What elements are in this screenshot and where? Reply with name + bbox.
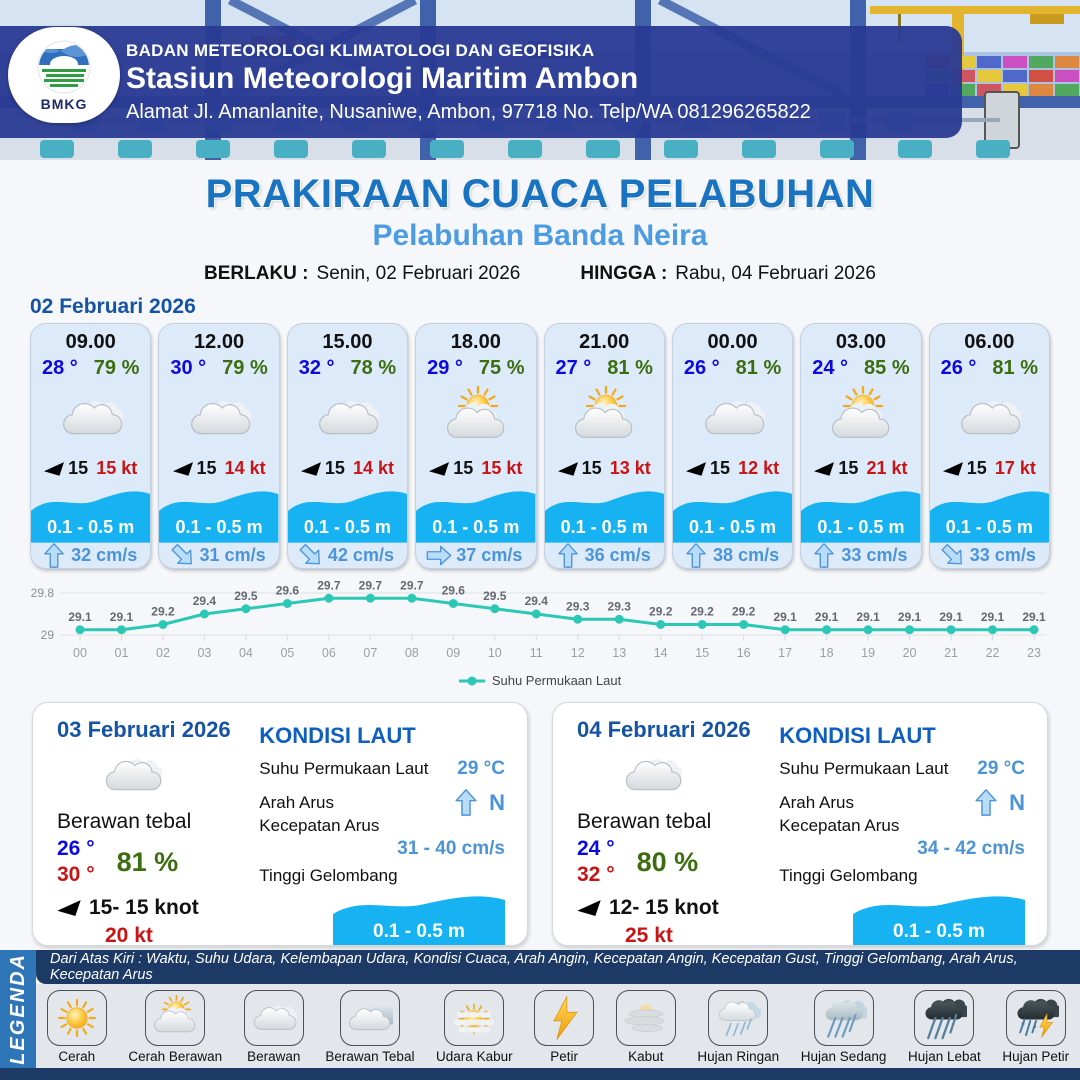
wind-row xyxy=(159,456,278,482)
current-direction-icon xyxy=(455,789,477,816)
gust-speed: 21 kt xyxy=(866,457,908,478)
svg-text:13: 13 xyxy=(612,646,627,660)
day-weather-icon xyxy=(57,745,207,810)
sst-chart-section xyxy=(30,577,1050,688)
wave-height-band xyxy=(545,485,664,543)
wind-direction-icon xyxy=(301,461,321,476)
svg-text:29.7: 29.7 xyxy=(400,578,424,593)
station-name: Stasiun Meteorologi Maritim Ambon xyxy=(126,61,639,95)
current-speed: 37 cm/s xyxy=(456,545,523,566)
current-speed-row xyxy=(779,816,1025,860)
svg-text:08: 08 xyxy=(404,646,419,660)
current-direction-label: Arah Arus xyxy=(259,792,334,812)
current-direction-row xyxy=(779,789,1025,816)
svg-text:20: 20 xyxy=(902,646,917,660)
wind-speed-range: 15- 15 knot xyxy=(89,895,199,919)
wind-row xyxy=(801,456,920,482)
wave-height-value: 0.1 - 0.5 m xyxy=(893,921,985,942)
humidity: 78 % xyxy=(350,357,397,379)
wind-direction-icon xyxy=(429,461,449,476)
current-row xyxy=(930,543,1049,568)
weather-icon xyxy=(545,380,664,456)
day-card-date: 04 Februari 2026 xyxy=(577,717,751,742)
legend-item-label: Hujan Sedang xyxy=(800,1049,887,1064)
svg-text:21: 21 xyxy=(944,646,958,660)
svg-text:04: 04 xyxy=(238,646,253,660)
humidity: 81 % xyxy=(607,357,653,379)
svg-text:29.1: 29.1 xyxy=(980,609,1005,624)
svg-text:03: 03 xyxy=(197,646,212,660)
legend-section xyxy=(0,950,1080,1080)
current-speed-value: 31 - 40 cm/s xyxy=(397,838,505,859)
legend-title: LEGENDA xyxy=(6,953,29,1065)
svg-text:29.2: 29.2 xyxy=(151,604,175,619)
wind-speed: 15 xyxy=(581,457,602,478)
svg-text:29.4: 29.4 xyxy=(192,594,217,608)
svg-text:29.7: 29.7 xyxy=(317,578,341,593)
gust-speed: 17 kt xyxy=(994,457,1036,478)
forecast-time: 09.00 xyxy=(65,331,116,353)
forecast-card xyxy=(929,323,1050,569)
svg-text:29.1: 29.1 xyxy=(856,609,880,624)
wave-height-value: 0.1 - 0.5 m xyxy=(303,517,391,538)
forecast-cards-row xyxy=(30,323,1050,569)
temp-max: 30 ° xyxy=(57,863,95,887)
current-direction-label: Arah Arus xyxy=(779,792,854,812)
wave-height-band xyxy=(801,485,920,543)
forecast-time: 12.00 xyxy=(194,331,245,353)
temperature-block xyxy=(577,836,775,889)
legend-icon-box xyxy=(914,990,974,1046)
wave-height-value: 0.1 - 0.5 m xyxy=(817,517,905,538)
humidity: 81 % xyxy=(992,357,1038,379)
weather-icon xyxy=(416,380,535,456)
day-summary-row xyxy=(32,702,1048,946)
legend-item xyxy=(616,990,676,1064)
sst-row xyxy=(259,758,505,780)
temp-humidity-row xyxy=(801,357,920,380)
temp-humidity-row xyxy=(930,357,1049,380)
legend-item-label: Udara Kabur xyxy=(436,1049,513,1064)
forecast-day-label: 02 Februari 2026 xyxy=(30,295,196,318)
legend-line-icon xyxy=(459,676,485,686)
forecast-time: 15.00 xyxy=(322,331,373,353)
wave-height-value: 0.1 - 0.5 m xyxy=(432,517,520,538)
wind-speed-range: 12- 15 knot xyxy=(609,895,719,919)
wind-speed: 15 xyxy=(68,457,89,478)
forecast-card xyxy=(672,323,793,569)
day-card xyxy=(32,702,528,946)
forecast-card xyxy=(800,323,921,569)
legend-item xyxy=(128,990,222,1064)
legend-icon-box xyxy=(244,990,304,1046)
sst-row xyxy=(779,758,1025,780)
sst-value: 29 °C xyxy=(977,758,1025,779)
temp-max: 32 ° xyxy=(577,863,615,887)
wave-height-box xyxy=(853,890,1025,946)
bmkg-logo-icon xyxy=(36,39,92,95)
wave-height-box xyxy=(333,890,505,946)
svg-text:19: 19 xyxy=(861,646,876,660)
air-temperature: 24 ° xyxy=(812,357,849,379)
air-temperature: 27 ° xyxy=(555,357,592,379)
sst-label: Suhu Permukaan Laut xyxy=(259,759,429,778)
forecast-time: 03.00 xyxy=(835,331,886,353)
current-speed: 38 cm/s xyxy=(713,545,780,566)
svg-text:29.1: 29.1 xyxy=(897,609,922,624)
current-speed: 36 cm/s xyxy=(584,545,651,566)
bmkg-logo-label: BMKG xyxy=(40,95,88,112)
weather-icon xyxy=(288,380,407,456)
day-card-date: 03 Februari 2026 xyxy=(57,717,231,742)
svg-text:29.5: 29.5 xyxy=(483,588,507,603)
footer-bar xyxy=(0,1068,1080,1080)
day-weather-icon xyxy=(577,745,727,810)
temp-humidity-row xyxy=(159,357,278,380)
gust-speed: 25 kt xyxy=(625,923,673,946)
humidity: 85 % xyxy=(864,357,910,379)
wave-height-value: 0.1 - 0.5 m xyxy=(47,517,135,538)
legend-item xyxy=(1002,990,1069,1064)
wind-speed: 15 xyxy=(453,457,474,478)
wave-height-value: 0.1 - 0.5 m xyxy=(945,517,1033,538)
svg-text:29.1: 29.1 xyxy=(1022,609,1046,624)
legend-item-label: Petir xyxy=(550,1049,579,1064)
weather-icon xyxy=(673,380,792,456)
svg-text:16: 16 xyxy=(736,646,751,660)
gust-speed: 14 kt xyxy=(352,457,394,478)
svg-text:10: 10 xyxy=(487,646,502,660)
legend-item-label: Hujan Lebat xyxy=(907,1049,981,1064)
svg-text:29.5: 29.5 xyxy=(234,588,258,603)
page-title: PRAKIRAAN CUACA PELABUHAN xyxy=(205,172,875,216)
current-row xyxy=(801,543,920,568)
humidity: 81 % xyxy=(735,357,782,379)
temp-humidity-row xyxy=(673,357,792,380)
wind-row xyxy=(545,456,664,482)
svg-text:06: 06 xyxy=(321,646,336,660)
current-row xyxy=(159,543,278,568)
wave-height-band xyxy=(159,485,278,543)
legend-item-label: Berawan Tebal xyxy=(325,1049,415,1064)
current-direction-icon xyxy=(167,540,199,569)
valid-from: BERLAKU : Senin, 02 Februari 2026 xyxy=(204,263,521,284)
bmkg-logo xyxy=(8,27,120,123)
legend-item xyxy=(801,990,887,1064)
temp-humidity-row xyxy=(288,357,407,380)
gust-speed: 15 kt xyxy=(481,457,523,478)
wind-row xyxy=(930,456,1049,482)
weather-icon xyxy=(31,380,150,456)
svg-text:12: 12 xyxy=(570,646,585,660)
wind-direction-icon xyxy=(686,461,706,476)
header-panel xyxy=(0,26,962,138)
current-speed: 33 cm/s xyxy=(969,545,1036,566)
wind-speed: 15 xyxy=(710,457,731,478)
humidity: 81 % xyxy=(116,846,179,877)
chart-series-label: Suhu Permukaan Laut xyxy=(491,673,622,688)
current-row xyxy=(673,543,792,568)
svg-text:02: 02 xyxy=(156,646,170,660)
current-direction-icon xyxy=(937,540,969,569)
legend-note: Dari Atas Kiri : Waktu, Suhu Udara, Kelembapan Udara, Kondisi Cuaca, Arah Angin, Kecepatan Angin, Kecepatan Gust, Tinggi Gelombang, Arah Arus, Kecepatan Arus xyxy=(36,950,1080,984)
svg-text:15: 15 xyxy=(695,646,710,660)
current-speed-value: 34 - 42 cm/s xyxy=(917,838,1025,859)
humidity: 79 % xyxy=(93,357,140,379)
legend-item xyxy=(47,990,107,1064)
wind-direction-icon xyxy=(173,461,193,476)
svg-text:11: 11 xyxy=(529,646,543,660)
current-direction-value: N xyxy=(1009,789,1025,815)
legend-item xyxy=(244,990,304,1064)
current-speed-row xyxy=(259,816,505,860)
forecast-card xyxy=(544,323,665,569)
gust-speed: 15 kt xyxy=(96,457,138,478)
current-row xyxy=(545,543,664,568)
svg-text:23: 23 xyxy=(1027,646,1041,660)
temp-min: 26 ° xyxy=(57,837,95,860)
legend-item-label: Hujan Ringan xyxy=(697,1049,780,1064)
wind-direction-icon xyxy=(57,899,81,916)
current-direction-icon xyxy=(295,540,327,569)
current-speed-label: Kecepatan Arus xyxy=(779,816,900,835)
wind-direction-icon xyxy=(558,461,578,476)
air-temperature: 32 ° xyxy=(298,357,335,379)
svg-text:29.6: 29.6 xyxy=(275,583,300,598)
svg-text:14: 14 xyxy=(653,646,668,660)
svg-text:29.3: 29.3 xyxy=(566,599,590,614)
sea-conditions xyxy=(775,703,1047,945)
legend-icon-box xyxy=(534,990,594,1046)
legend-items xyxy=(36,984,1080,1068)
svg-text:29.6: 29.6 xyxy=(441,583,465,598)
legend-icon-box xyxy=(1006,990,1066,1046)
current-row xyxy=(288,543,407,568)
legend-icon-box xyxy=(340,990,400,1046)
wind-row xyxy=(31,456,150,482)
forecast-card xyxy=(30,323,151,569)
wave-height-value: 0.1 - 0.5 m xyxy=(689,517,777,538)
svg-text:29: 29 xyxy=(40,628,54,642)
wind-speed: 15 xyxy=(966,457,987,478)
current-speed: 32 cm/s xyxy=(71,545,138,566)
sea-conditions-title: KONDISI LAUT xyxy=(259,723,416,748)
air-temperature: 28 ° xyxy=(42,357,78,379)
legend-item-label: Berawan xyxy=(247,1049,301,1064)
current-speed: 31 cm/s xyxy=(199,545,266,566)
site-header xyxy=(0,0,1080,160)
legend-item xyxy=(908,990,981,1064)
wind-direction-icon xyxy=(44,461,64,476)
station-address: Alamat Jl. Amanlanite, Nusaniwe, Ambon, 97718 No. Telp/WA 081296265822 xyxy=(126,100,811,123)
weather-icon xyxy=(801,380,920,456)
legend-item-label: Cerah xyxy=(58,1049,96,1064)
wave-height-band xyxy=(31,485,150,543)
svg-text:01: 01 xyxy=(114,646,129,660)
current-speed: 33 cm/s xyxy=(841,545,908,566)
legend-item-label: Cerah Berawan xyxy=(128,1049,223,1064)
legend-title-bar xyxy=(0,950,36,1068)
wave-height-label: Tinggi Gelombang xyxy=(779,866,918,885)
legend-icon-box xyxy=(616,990,676,1046)
day-card-weather xyxy=(33,703,255,945)
svg-text:29.1: 29.1 xyxy=(773,609,797,624)
org-name: BADAN METEOROLOGI KLIMATOLOGI DAN GEOFISIKA xyxy=(126,40,595,60)
air-temperature: 26 ° xyxy=(940,357,977,379)
legend-icon-box xyxy=(145,990,205,1046)
current-direction-icon xyxy=(814,543,834,568)
svg-text:29.3: 29.3 xyxy=(607,599,631,614)
legend-icon-box xyxy=(444,990,504,1046)
svg-text:07: 07 xyxy=(363,646,378,660)
wind-speed: 15 xyxy=(838,457,859,478)
wind-direction-icon xyxy=(577,899,601,916)
humidity: 80 % xyxy=(636,846,699,877)
air-temperature: 26 ° xyxy=(683,357,720,379)
wind-speed: 15 xyxy=(324,457,345,478)
legend-icon-box xyxy=(47,990,107,1046)
svg-text:09: 09 xyxy=(446,646,461,660)
svg-text:00: 00 xyxy=(73,646,87,660)
wind-speed: 15 xyxy=(196,457,217,478)
forecast-time: 21.00 xyxy=(579,331,630,353)
sst-value: 29 °C xyxy=(457,758,505,779)
svg-text:29.4: 29.4 xyxy=(524,594,548,608)
validity-row xyxy=(0,263,1080,285)
temp-humidity-row xyxy=(545,357,664,380)
svg-text:29.1: 29.1 xyxy=(939,609,963,624)
air-temperature: 30 ° xyxy=(170,357,207,379)
wind-direction-icon xyxy=(814,461,834,476)
sea-conditions xyxy=(255,703,527,945)
current-direction-icon xyxy=(558,543,578,568)
current-direction-value: N xyxy=(489,789,505,815)
svg-text:29.1: 29.1 xyxy=(109,609,134,624)
valid-until: HINGGA : Rabu, 04 Februari 2026 xyxy=(580,263,876,284)
legend-icon-box xyxy=(708,990,768,1046)
current-speed: 42 cm/s xyxy=(327,545,394,566)
current-row xyxy=(416,543,535,568)
legend-item xyxy=(325,990,414,1064)
wave-height-label: Tinggi Gelombang xyxy=(259,866,398,885)
sst-chart xyxy=(30,577,1050,665)
svg-text:22: 22 xyxy=(985,646,1000,660)
humidity: 75 % xyxy=(478,357,525,379)
svg-text:18: 18 xyxy=(819,646,834,660)
forecast-time: 18.00 xyxy=(450,331,501,353)
sst-label: Suhu Permukaan Laut xyxy=(779,759,949,778)
forecast-card xyxy=(287,323,408,569)
wind-row xyxy=(57,896,255,920)
svg-text:17: 17 xyxy=(778,646,793,660)
svg-text:29.2: 29.2 xyxy=(731,604,756,619)
current-direction-icon xyxy=(975,789,997,816)
current-speed-label: Kecepatan Arus xyxy=(259,816,380,835)
wind-row xyxy=(673,456,792,482)
gust-speed: 14 kt xyxy=(224,457,266,478)
temp-humidity-row xyxy=(31,357,150,380)
wave-height-band xyxy=(288,485,407,543)
gust-speed: 20 kt xyxy=(105,923,153,946)
legend-item-label: Hujan Petir xyxy=(1002,1049,1070,1064)
weather-icon xyxy=(930,380,1049,456)
temp-min: 24 ° xyxy=(577,837,615,860)
svg-text:29.2: 29.2 xyxy=(690,604,714,619)
gust-speed: 13 kt xyxy=(609,457,651,478)
wind-direction-icon xyxy=(943,461,963,476)
svg-text:29.1: 29.1 xyxy=(68,609,92,624)
legend-icon-box xyxy=(814,990,874,1046)
wave-height-band xyxy=(930,485,1049,543)
forecast-time: 06.00 xyxy=(964,331,1015,353)
temp-humidity-row xyxy=(416,357,535,380)
legend-item xyxy=(697,990,779,1064)
air-temperature: 29 ° xyxy=(427,357,463,379)
forecast-card xyxy=(158,323,279,569)
svg-text:29.8: 29.8 xyxy=(30,586,54,600)
svg-text:29.2: 29.2 xyxy=(649,604,673,619)
port-name: Pelabuhan Banda Neira xyxy=(372,219,708,252)
wave-height-value: 0.1 - 0.5 m xyxy=(175,517,263,538)
title-block xyxy=(0,160,1080,285)
legend-item xyxy=(534,990,594,1064)
svg-text:05: 05 xyxy=(280,646,295,660)
weather-condition: Berawan tebal xyxy=(57,810,192,833)
wave-height-value: 0.1 - 0.5 m xyxy=(373,921,465,942)
svg-text:29.7: 29.7 xyxy=(358,578,383,593)
day-card xyxy=(552,702,1048,946)
wave-height-row xyxy=(259,866,505,946)
day-card-weather xyxy=(553,703,775,945)
wave-height-value: 0.1 - 0.5 m xyxy=(560,517,648,538)
current-direction-row xyxy=(259,789,505,816)
gust-speed: 12 kt xyxy=(738,457,780,478)
current-direction-icon xyxy=(427,546,452,566)
forecast-card xyxy=(415,323,536,569)
current-row xyxy=(31,543,150,568)
chart-legend xyxy=(30,673,1050,688)
wind-row xyxy=(416,456,535,482)
svg-text:29.1: 29.1 xyxy=(814,609,839,624)
weather-condition: Berawan tebal xyxy=(577,810,712,833)
temperature-block xyxy=(57,836,255,889)
forecast-time: 00.00 xyxy=(707,331,758,353)
wind-row xyxy=(577,896,775,920)
humidity: 79 % xyxy=(222,357,268,379)
current-direction-icon xyxy=(686,543,706,568)
legend-item xyxy=(436,990,513,1064)
wind-row xyxy=(288,456,407,482)
wave-height-row xyxy=(779,866,1025,946)
current-direction-icon xyxy=(44,543,64,568)
weather-icon xyxy=(159,380,278,456)
wave-height-band xyxy=(416,485,535,543)
legend-item-label: Kabut xyxy=(628,1049,664,1064)
sea-conditions-title: KONDISI LAUT xyxy=(779,723,936,748)
wave-height-band xyxy=(673,485,792,543)
